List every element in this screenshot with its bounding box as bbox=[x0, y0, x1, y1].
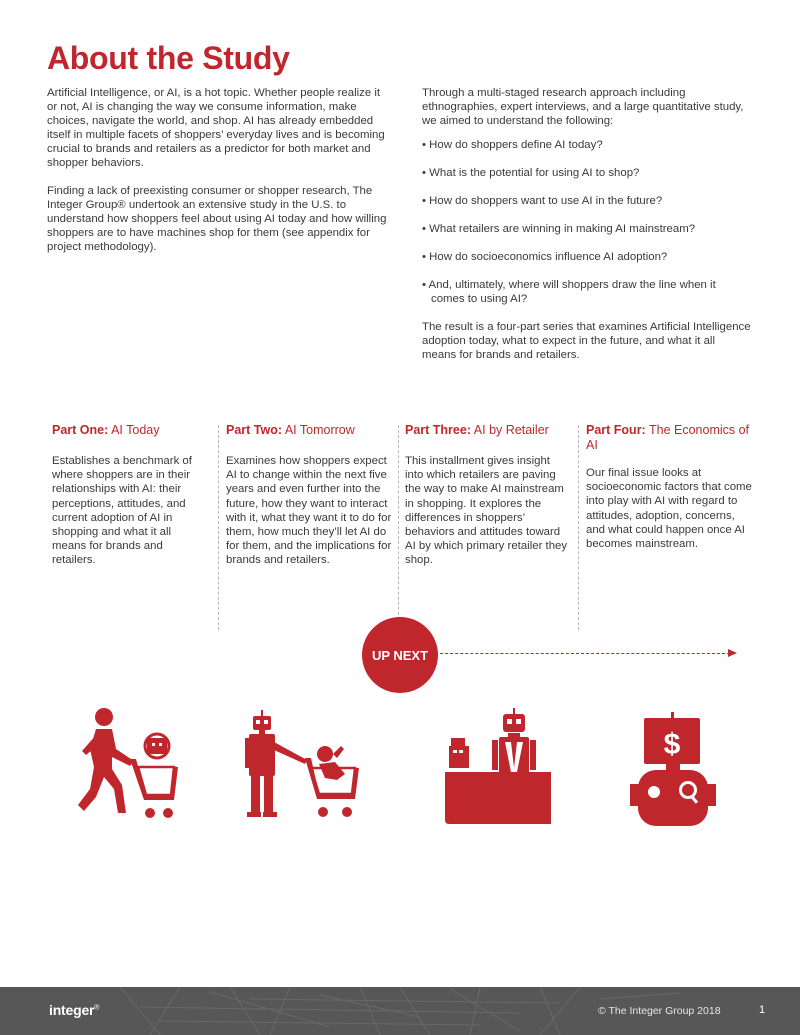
divider bbox=[578, 425, 579, 630]
intro-paragraph: Finding a lack of preexisting consumer or shopper research, The Integer Group® undertook an extensive study in the U.S. to understand how shoppers feel about using AI today and how willing shoppers are to have machines shop for them (see appendix for project methodology). bbox=[47, 185, 387, 253]
question-item: • How do shoppers define AI today? bbox=[422, 138, 752, 152]
page-title: About the Study bbox=[47, 40, 290, 76]
part-title: Part One: AI Today bbox=[52, 423, 160, 437]
part-title: Part Two: AI Tomorrow bbox=[226, 423, 355, 437]
copyright-text: © The Integer Group 2018 bbox=[598, 1005, 721, 1017]
up-next-line bbox=[430, 653, 730, 654]
page-footer bbox=[0, 987, 800, 1035]
question-item: • What is the potential for using AI to shop? bbox=[422, 166, 752, 180]
approach-column bbox=[422, 86, 752, 376]
question-item: • What retailers are winning in making AI mainstream? bbox=[422, 222, 752, 236]
intro-column bbox=[47, 86, 387, 268]
question-item: • How do shoppers want to use AI in the future? bbox=[422, 194, 752, 208]
robot-pushing-cart-icon bbox=[245, 708, 365, 830]
arrow-right-icon bbox=[728, 649, 737, 657]
research-questions bbox=[422, 138, 752, 306]
svg-text:$: $ bbox=[663, 728, 681, 761]
part-four bbox=[586, 423, 752, 551]
approach-paragraph: Through a multi-staged research approach including ethnographies, expert interviews, and a large quantitative study, we aimed to understand the following: bbox=[422, 87, 744, 127]
divider bbox=[398, 425, 399, 630]
result-paragraph: The result is a four-part series that examines Artificial Intelligence adoption today, what to expect in the future, and what it all means for brands and retailers. bbox=[422, 321, 751, 361]
divider bbox=[218, 425, 219, 630]
shopper-with-robot-cart-icon bbox=[60, 705, 180, 830]
part-two bbox=[226, 423, 392, 568]
question-item: • How do socioeconomics influence AI adoption? bbox=[422, 250, 752, 264]
part-description: This installment gives insight into which retailers are paving the way to make AI mainstream in shopping. It explores the differences in shoppers’ behaviors and attitudes toward AI by which primary retailer they shop. bbox=[405, 455, 568, 567]
part-one bbox=[52, 423, 202, 568]
question-item: • And, ultimately, where will shoppers draw the line when it comes to using AI? bbox=[422, 278, 752, 306]
part-title: Part Three: AI by Retailer bbox=[405, 423, 549, 437]
part-three bbox=[405, 423, 570, 568]
up-next-badge: UP NEXT bbox=[362, 617, 438, 693]
part-description: Establishes a benchmark of where shoppers are in their relationships with AI: their perceptions, attitudes, and current adoption of AI in shopping and what it all means for brands and retailers. bbox=[52, 455, 192, 567]
part-title: Part Four: The Economics of AI bbox=[586, 423, 750, 452]
page-number: 1 bbox=[759, 1004, 766, 1016]
robot-dollar-icon bbox=[630, 712, 716, 830]
robot-retailer-counter-icon bbox=[445, 708, 555, 830]
part-description: Examines how shoppers expect AI to change within the next five years and even further into the future, how they want to interact with it, what they want it to do for them, how much they’ll let AI do for them, and the implications for brands and retailers. bbox=[226, 455, 392, 567]
brand-logo: integer® bbox=[49, 1002, 100, 1018]
intro-paragraph: Artificial Intelligence, or AI, is a hot topic. Whether people realize it or not, AI is changing the way we consume information, make choices, navigate the world, and shop. AI has already embedded itself in multiple facets of shoppers’ everyday lives and is becoming crucial to brands and retailers as a predictor for both market and shopper behaviors. bbox=[47, 87, 385, 169]
part-description: Our final issue looks at socioeconomic factors that come into play with AI with regard to attitudes, adoption, concerns, and what could happen once AI becomes mainstream. bbox=[586, 467, 752, 551]
